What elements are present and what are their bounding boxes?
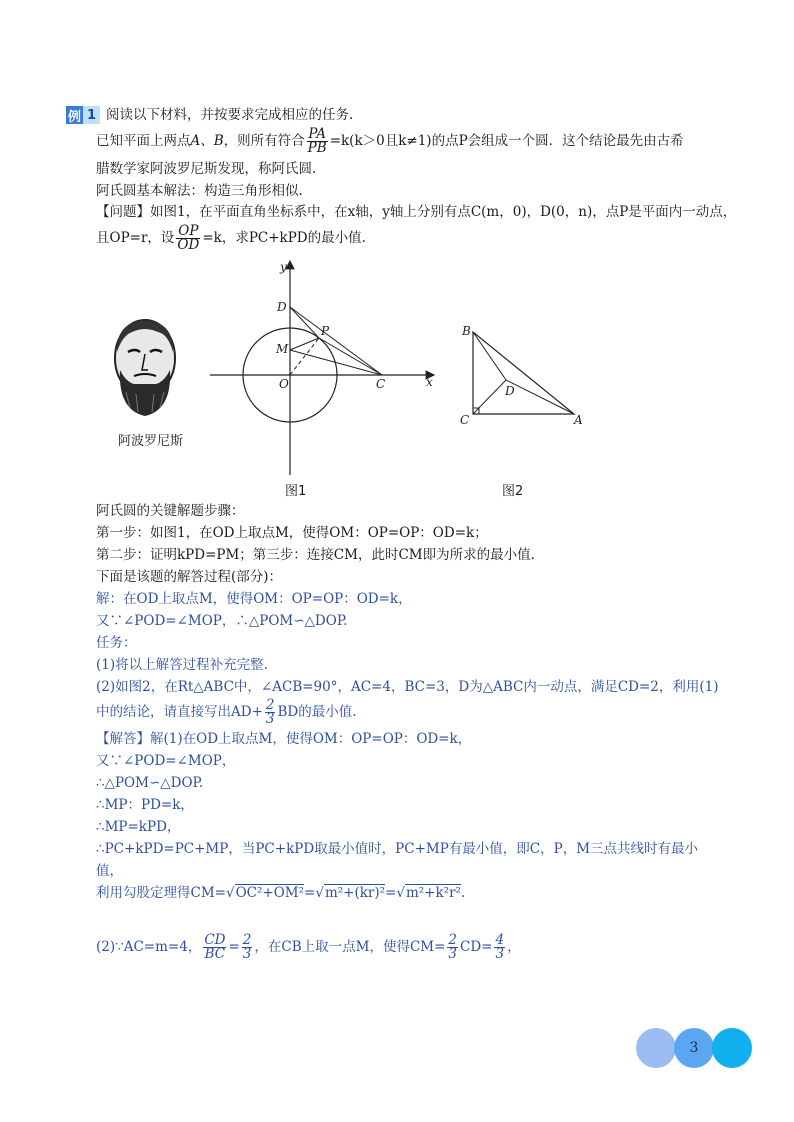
answer-9-post: ， bbox=[507, 939, 521, 955]
frac-2-3: $\frac{2}{3}$ bbox=[265, 697, 275, 727]
answer-6: ∴PC+kPD=PC+MP，当PC+kPD取最小值时，PC+MP有最小值，即C，P，M三点共线时有最小 bbox=[96, 841, 699, 857]
step-1: 第一步：如图1，在OD上取点M，使得OM：OP=OP：OD=k； bbox=[96, 525, 488, 541]
example-tag bbox=[66, 106, 100, 124]
known-pre: 已知平面上两点 bbox=[96, 133, 191, 149]
label-d: D bbox=[277, 300, 287, 314]
partial-title: 下面是该题的解答过程(部分)： bbox=[96, 569, 283, 585]
known-line bbox=[96, 128, 684, 155]
seg-ad bbox=[506, 380, 574, 414]
answer-7: 值， bbox=[96, 863, 123, 879]
label-b: B bbox=[462, 324, 471, 338]
example-tag-number: 1 bbox=[83, 106, 100, 124]
answer-9 bbox=[96, 934, 521, 961]
solution-a: 解：在OD上取点M，使得OM：OP=OP：OD=k， bbox=[96, 591, 412, 607]
figure-2 bbox=[456, 318, 596, 436]
answer-4: ∴MP：PD=k， bbox=[96, 797, 194, 813]
figure-1 bbox=[200, 255, 460, 485]
seg-cd bbox=[473, 380, 506, 414]
answer-9-pre: (2)∵AC=m=4， bbox=[96, 939, 202, 955]
answer-8-pre: 利用勾股定理得CM= bbox=[96, 885, 226, 901]
label-a: A bbox=[574, 413, 583, 427]
known-mid: ，则所有符合 bbox=[223, 133, 305, 149]
seg-bd bbox=[473, 332, 506, 380]
label-c2: C bbox=[460, 413, 470, 427]
label-o: O bbox=[279, 377, 289, 391]
label-d2: D bbox=[505, 384, 515, 398]
answer-8: 利用勾股定理得CM=√OC²+OM²=√m²+(kr)²=√m²+k²r². bbox=[96, 885, 466, 901]
answer-3: ∴△POM∽△DOP. bbox=[96, 775, 204, 791]
seg-dp bbox=[290, 307, 319, 338]
answer-9-mid: ，在CB上取一点M，使得CM= bbox=[254, 939, 446, 955]
problem-line-2-pre: 且OP=r，设 bbox=[96, 230, 175, 246]
task-2-post: BD的最小值. bbox=[277, 704, 357, 720]
steps-title: 阿氏圆的关键解题步骤： bbox=[96, 503, 245, 519]
frac-2-3-b: $\frac{2}{3}$ bbox=[242, 932, 252, 962]
known-points: A、B bbox=[190, 133, 224, 149]
sqrt-3: m²+k²r² bbox=[405, 885, 461, 901]
known-cond: =k(k＞0且k≠1) bbox=[329, 133, 432, 149]
problem-line-2-post: =k，求PC+kPD的最小值. bbox=[202, 230, 366, 246]
task-1: (1)将以上解答过程补充完整. bbox=[96, 657, 268, 673]
triangle-abc bbox=[473, 332, 574, 414]
frac-op-od: $\frac{OP}{OD}$ bbox=[177, 223, 200, 253]
label-p: P bbox=[321, 324, 330, 338]
task-2-line-1: (2)如图2，在Rt△ABC中，∠ACB=90°，AC=4，BC=3，D为△ABC内一动点，满足CD=2，利用(1) bbox=[96, 679, 719, 695]
task-title: 任务： bbox=[96, 635, 137, 651]
intro-text: 阅读以下材料，并按要求完成相应的任务. bbox=[106, 107, 354, 123]
basic-method: 阿氏圆基本解法：构造三角形相似. bbox=[96, 183, 303, 199]
answer-8-post: . bbox=[460, 885, 466, 901]
portrait-caption: 阿波罗尼斯 bbox=[118, 434, 184, 449]
frac-4-3: $\frac{4}{3}$ bbox=[495, 932, 505, 962]
frac-cd-bc: $\frac{CD}{BC}$ bbox=[204, 932, 226, 962]
task-2-line-2 bbox=[96, 699, 357, 726]
task-2-pre: 中的结论，请直接写出AD+ bbox=[96, 704, 263, 720]
known-post: 的点P会组成一个圆．这个结论最先由古希 bbox=[431, 133, 684, 149]
solution-b: 又∵∠POD=∠MOP，∴△POM∽△DOP. bbox=[96, 613, 348, 629]
eq-1: = bbox=[304, 885, 316, 901]
problem-line-2 bbox=[96, 225, 366, 252]
answer-9-mid3: CD= bbox=[460, 939, 493, 955]
label-y: y bbox=[280, 260, 287, 274]
seg-mp bbox=[290, 338, 319, 350]
apollonius-portrait bbox=[108, 312, 182, 424]
label-m: M bbox=[276, 342, 289, 356]
eq-2: = bbox=[385, 885, 397, 901]
label-x: x bbox=[426, 375, 433, 389]
example-tag-prefix: 例 bbox=[66, 106, 83, 124]
page-number: 3 bbox=[689, 1040, 699, 1056]
answer-2: 又∵∠POD=∠MOP， bbox=[96, 753, 236, 769]
fig1-caption: 图1 bbox=[285, 484, 307, 499]
label-c: C bbox=[376, 377, 386, 391]
known-cont: 腊数学家阿波罗尼斯发现，称阿氏圆. bbox=[96, 161, 317, 177]
badge-circle-left bbox=[636, 1028, 676, 1068]
answer-1: 【解答】解(1)在OD上取点M，使得OM：OP=OP：OD=k， bbox=[96, 731, 472, 747]
fig2-caption: 图2 bbox=[502, 484, 524, 499]
sqrt-2: m²+(kr)² bbox=[324, 885, 386, 901]
step-2: 第二步：证明kPD=PM；第三步：连接CM，此时CM即为所求的最小值. bbox=[96, 547, 535, 563]
page-badge bbox=[636, 1028, 754, 1068]
sqrt-1: OC²+OM² bbox=[235, 885, 305, 901]
answer-9-eq: = bbox=[228, 939, 240, 955]
seg-pc bbox=[319, 338, 382, 375]
answer-5: ∴MP=kPD， bbox=[96, 819, 181, 835]
seg-mc bbox=[290, 350, 382, 375]
badge-circle-right bbox=[712, 1028, 752, 1068]
frac-2-3-c: $\frac{2}{3}$ bbox=[448, 932, 458, 962]
problem-line-1: 【问题】如图1，在平面直角坐标系中，在x轴，y轴上分别有点C(m，0)，D(0，n)，点P是平面内一动点， bbox=[96, 204, 737, 220]
frac-pa-pb: $\frac{PA}{PB}$ bbox=[307, 126, 327, 156]
